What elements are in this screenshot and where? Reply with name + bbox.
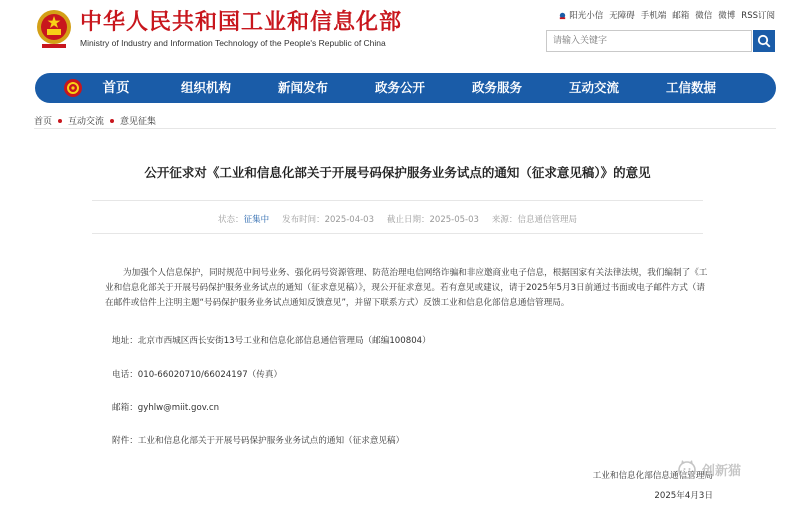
toplink-mail[interactable]: 邮箱: [672, 11, 690, 21]
meta-status: [218, 213, 269, 225]
toplink-sunshine[interactable]: [558, 9, 603, 21]
nav-item-government-affairs[interactable]: 政务公开: [374, 80, 425, 95]
article-title: 公开征求对《工业和信息化部关于开展号码保护服务业务试点的通知（征求意见稿）》的意见: [144, 165, 651, 180]
contact-phone: 电话：010-66020710/66024197（传真）: [112, 370, 283, 380]
signoff-org: 工业和信息化部信息通信管理局: [592, 471, 713, 481]
watermark-cat-icon: [676, 458, 698, 480]
nav-item-organization[interactable]: 组织机构: [180, 80, 231, 95]
national-emblem-icon: [34, 8, 74, 50]
breadcrumb-separator-icon: [110, 119, 114, 123]
signoff-date: 2025年4月3日: [654, 491, 713, 501]
sun-icon: [558, 11, 567, 20]
site-title: 中华人民共和国工业和信息化部: [80, 9, 403, 35]
meta-source-label: 来源：: [491, 215, 518, 225]
meta-publish-value: 2025-04-03: [324, 215, 374, 225]
meta-status-value: 征集中: [243, 215, 270, 225]
toplink-mobile[interactable]: 手机端: [640, 11, 667, 21]
breadcrumb-opinion[interactable]: 意见征集: [120, 117, 157, 127]
breadcrumb-separator-icon: [58, 119, 62, 123]
nav-item-data[interactable]: 工信数据: [665, 80, 716, 95]
toplink-accessibility[interactable]: 无障碍: [609, 11, 635, 21]
nav-item-interaction[interactable]: 互动交流: [568, 80, 619, 95]
meta-divider-bottom: [92, 233, 703, 234]
article-meta: [0, 213, 795, 225]
nav-item-services[interactable]: 政务服务: [471, 80, 522, 95]
main-nav: [35, 73, 776, 103]
toplink-wechat[interactable]: 微信: [695, 11, 713, 21]
meta-end: [387, 213, 479, 225]
attachment-link[interactable]: 附件：工业和信息化部关于开展号码保护服务业务试点的通知（征求意见稿）: [112, 436, 405, 446]
nav-logo-icon: [63, 78, 83, 98]
meta-source-value: 信息通信管理局: [517, 215, 577, 225]
contact-email: 邮箱：gyhlw@miit.gov.cn: [112, 403, 220, 413]
meta-end-label: 截止日期：: [387, 215, 430, 225]
toplink-weibo[interactable]: 微博: [718, 11, 736, 21]
meta-end-value: 2025-05-03: [429, 215, 479, 225]
meta-publish: [282, 213, 374, 225]
article-paragraph: 为加强个人信息保护，同时规范中间号业务、强化码号资源管理、防范治理电信网络诈骗和非应邀商业电子信息，根据国家有关法律法规，我们编制了《工业和信息化部关于开展号码保护服务业务试点的通知（征求意见稿）》，现公开征求意见。若有意见或建议，请于2025年5月3日前通过书面或电子邮件方式（请在邮件或信件上注明主题“号码保护服务业务试点通知反馈意见”，并留下联系方式）反馈工业和信息化部信息通信管理局。: [105, 268, 708, 308]
breadcrumb: [34, 114, 156, 127]
watermark: [676, 455, 791, 483]
breadcrumb-home[interactable]: 首页: [34, 117, 53, 127]
nav-item-home[interactable]: 首页: [102, 80, 130, 96]
top-links: [558, 9, 775, 21]
site-subtitle: Ministry of Industry and Information Technology of the People's Republic of China: [80, 38, 386, 48]
meta-publish-label: 发布时间：: [282, 215, 325, 225]
meta-source: [492, 213, 577, 225]
search-icon: [757, 34, 771, 48]
watermark-text: 创新猫: [702, 463, 742, 479]
search-button[interactable]: [753, 30, 775, 52]
breadcrumb-divider: [34, 128, 776, 129]
breadcrumb-interaction[interactable]: 互动交流: [68, 117, 105, 127]
toplink-label: 阳光小信: [569, 11, 604, 21]
meta-status-label: 状态：: [218, 215, 244, 225]
contact-address: 地址：北京市西城区西长安街13号工业和信息化部信息通信管理局（邮编100804）: [112, 336, 431, 346]
search-input[interactable]: [546, 30, 752, 52]
toplink-rss[interactable]: RSS订阅: [741, 11, 775, 21]
meta-divider-top: [92, 200, 703, 201]
nav-item-news[interactable]: 新闻发布: [277, 80, 328, 95]
